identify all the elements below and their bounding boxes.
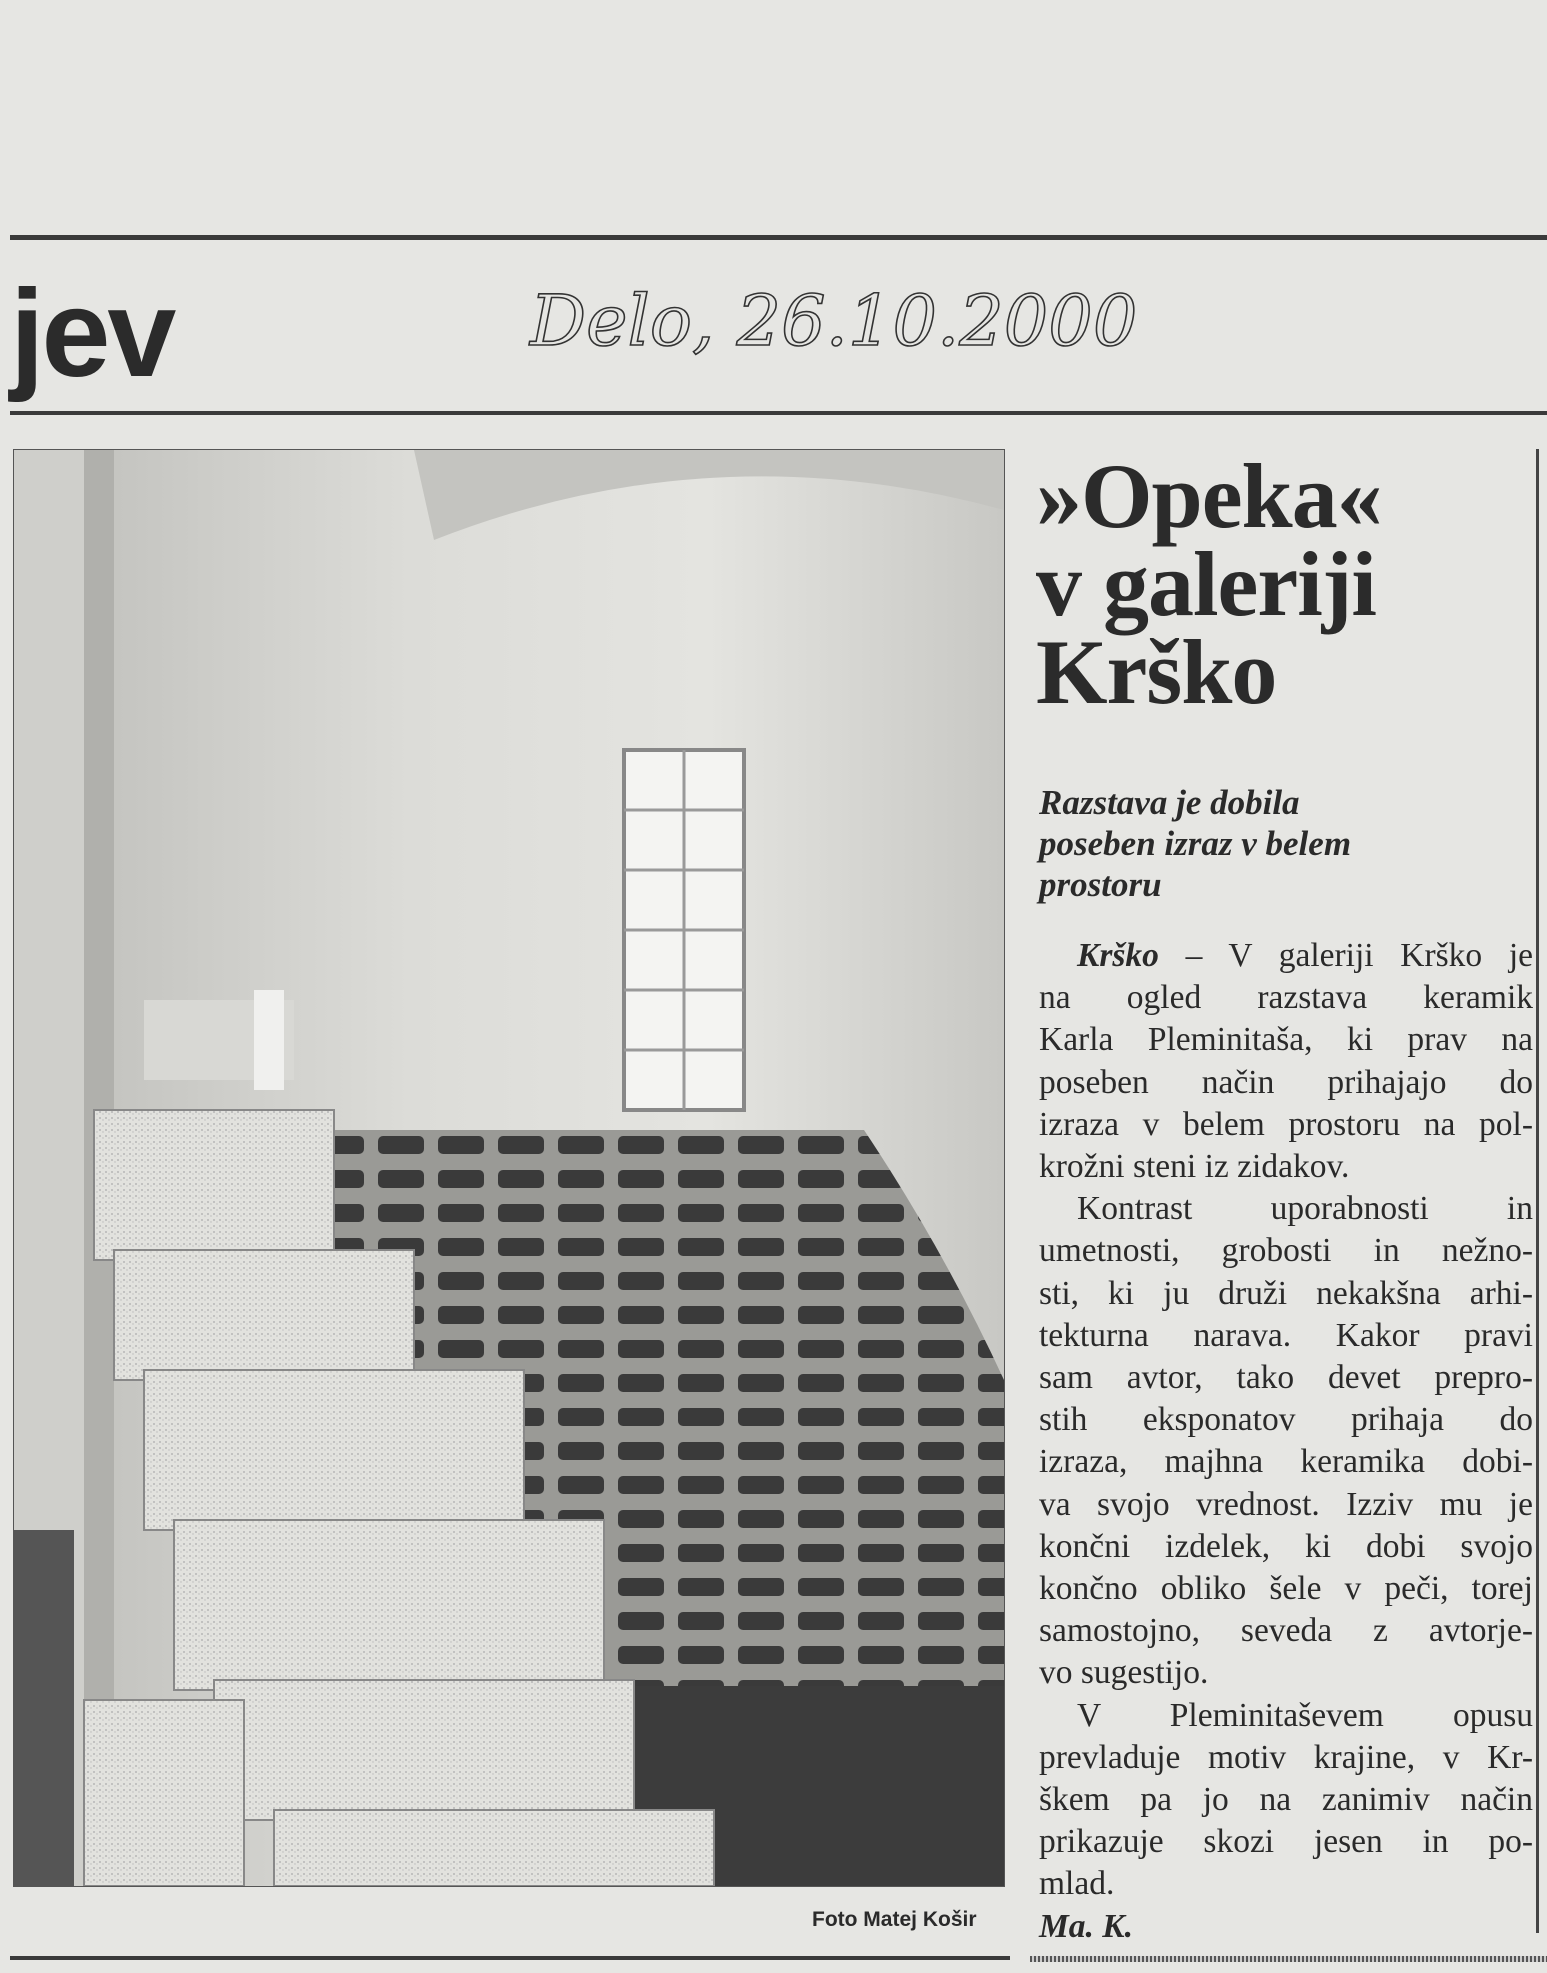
body-line: škem pa jo na zanimiv način [1039,1781,1533,1819]
body-line: sti, ki ju druži nekakšna arhi- [1039,1274,1533,1312]
body-line: prevladuje motiv krajine, v Kr- [1039,1738,1533,1776]
body-line-text: – V galeriji Krško je [1158,937,1533,974]
header-rule [10,411,1547,415]
body-line: mlad. [1039,1865,1115,1903]
title-line: v galeriji [1036,533,1376,635]
bottom-dotted-rule [1030,1956,1547,1962]
body-line: izraza v belem prostoru na pol- [1039,1105,1533,1143]
title-line: »Opeka« [1036,445,1382,547]
previous-headline-fragment: jev [10,265,174,403]
subtitle-line: poseben izraz v belem [1039,824,1352,863]
photo-caption: Foto Matej Košir [812,1908,977,1931]
body-line: sam avtor, tako devet prepro- [1039,1359,1533,1397]
body-line: končno obliko šele v peči, torej [1039,1570,1533,1608]
title-line: Krško [1036,621,1277,723]
body-line: končni izdelek, ki dobi svojo [1039,1527,1533,1565]
body-line: tekturna narava. Kakor pravi [1039,1316,1533,1354]
body-line: poseben način prihajajo do [1039,1063,1533,1101]
column-rule [1536,449,1539,1933]
body-line: V Pleminitaševem opusu [1077,1696,1533,1734]
body-line: Karla Pleminitaša, ki prav na [1039,1021,1533,1059]
body-line: umetnosti, grobosti in nežno- [1039,1232,1533,1270]
body-line: prikazuje skozi jesen in po- [1039,1823,1533,1861]
top-rule [10,235,1547,240]
body-line: na ogled razstava keramik [1039,979,1533,1017]
article-title [1036,445,1382,723]
body-line [1039,935,1533,977]
article-body [1039,935,1533,1948]
handwritten-date-text: Delo, 26.10.2000 [530,280,1138,362]
author-byline: Ma. K. [1039,1907,1134,1945]
subtitle-line: prostoru [1039,865,1162,904]
subtitle-line: Razstava je dobila [1039,783,1300,822]
exhibition-photo [13,449,1005,1887]
bottom-rule [10,1956,1010,1960]
article-subtitle [1039,782,1351,905]
body-line: vo sugestijo. [1039,1654,1209,1692]
body-line: samostojno, seveda z avtorje- [1039,1612,1533,1650]
body-line: krožni steni iz zidakov. [1039,1148,1350,1186]
dateline: Krško [1077,937,1159,974]
body-line: izraza, majhna keramika dobi- [1039,1443,1533,1481]
handwritten-date-note [525,270,1155,370]
body-line: va svojo vrednost. Izziv mu je [1039,1485,1533,1523]
body-line: Kontrast uporabnosti in [1077,1190,1533,1228]
body-line: stih eksponatov prihaja do [1039,1401,1533,1439]
